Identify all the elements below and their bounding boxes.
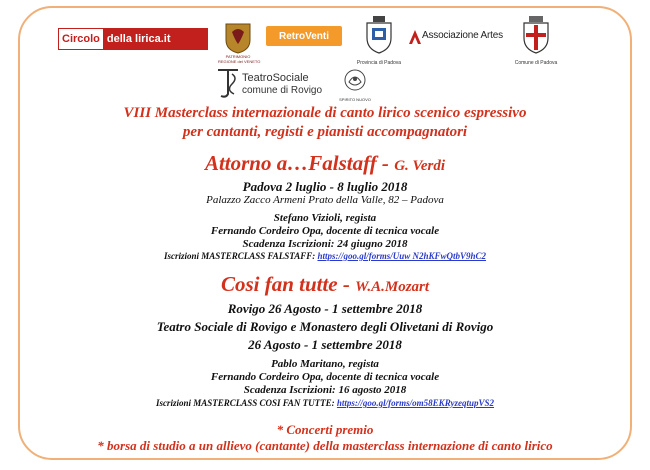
falstaff-heading: [0, 151, 650, 176]
provincia-shield-icon: [364, 16, 394, 54]
concerts-note: * Concerti premio: [276, 422, 374, 437]
falstaff-venue: Palazzo Zacco Armeni Prato della Valle, 82 – Padova: [206, 194, 444, 206]
masterclass-title-line-1: VIII Masterclass internazionale di canto lirico scenico espressivo: [123, 105, 527, 121]
cosi-registration-link[interactable]: https://goo.gl/forms/om58EKRyzeqtupVS2: [336, 398, 495, 408]
crest-caption-1: PATRIMONIO: [225, 54, 251, 59]
cosi-deadline: Scadenza Iscrizioni: 16 agosto 2018: [243, 384, 407, 396]
comune-di-padova-logo: [514, 16, 558, 68]
falstaff-registration-link[interactable]: https://goo.gl/forms/Uuw N2hKFwQtbV9hC2: [317, 251, 487, 261]
provincia-di-padova-logo: [356, 16, 402, 68]
falstaff-title: Attorno a…Falstaff -: [204, 151, 395, 175]
circolo-della-lirica-logo: [58, 28, 208, 50]
falstaff-director: Stefano Vizioli, regista: [273, 212, 377, 224]
teatro-logo-subtitle: comune di Rovigo: [242, 85, 323, 96]
lion-crest-icon: [223, 22, 253, 54]
comune-caption: Comune di Padova: [514, 60, 558, 66]
scholarship-note: * borsa di studio a un allievo (cantante) della masterclass internazione di canto lirico: [97, 438, 553, 453]
cosi-venue: Teatro Sociale di Rovigo e Monastero degli Olivetani di Rovigo: [156, 319, 494, 334]
associazione-artes-logo: [408, 26, 512, 48]
crest-caption-2: REGIONE del VENETO: [218, 59, 261, 64]
sponsor-logos: [0, 0, 650, 110]
provincia-caption: Provincia di Padova: [356, 60, 402, 66]
falstaff-dates: Padova 2 luglio - 8 luglio 2018: [242, 179, 408, 194]
retroventi-logo: RetroVenti: [266, 26, 342, 46]
cosi-title: Cosi fan tutte -: [220, 272, 356, 296]
cosi-dates: Rovigo 26 Agosto - 1 settembre 2018: [227, 301, 423, 316]
cosi-registration: [0, 398, 650, 408]
spirito-emblem-icon: [343, 68, 367, 92]
spirito-caption: SPIRITO NUOVO: [339, 97, 371, 102]
masterclass-title-line-2: per cantanti, registi e pianisti accompagnatori: [182, 124, 468, 140]
spirito-nuovo-logo: [338, 68, 372, 102]
falstaff-registration-label: Iscrizioni MASTERCLASS FALSTAFF:: [163, 251, 318, 261]
cosi-registration-label: Iscrizioni MASTERCLASS COSI FAN TUTTE:: [155, 398, 337, 408]
artes-logo-text: Associazione Artes: [422, 30, 503, 41]
circolo-logo-text-1: Circolo: [59, 29, 103, 49]
cosi-coach: Fernando Cordeiro Opa, docente di tecnica vocale: [210, 371, 440, 383]
falstaff-composer: G. Verdi: [394, 158, 446, 174]
cosi-dates-repeat: 26 Agosto - 1 settembre 2018: [248, 337, 402, 352]
patrimonio-crest-logo: [218, 22, 261, 70]
cosi-heading: [0, 272, 650, 297]
teatro-mark-icon: [216, 66, 240, 100]
falstaff-registration: [0, 251, 650, 261]
comune-shield-icon: [522, 16, 550, 54]
cosi-director: Pablo Maritano, regista: [271, 358, 379, 370]
falstaff-deadline: Scadenza Iscrizioni: 24 giugno 2018: [242, 238, 408, 250]
artes-arrow-icon: [408, 28, 422, 46]
circolo-logo-text-2: della lirica.it: [103, 29, 207, 49]
cosi-composer: W.A.Mozart: [355, 279, 430, 295]
falstaff-coach: Fernando Cordeiro Opa, docente di tecnica vocale: [210, 225, 440, 237]
teatro-logo-title: TeatroSociale: [242, 72, 309, 84]
teatro-sociale-logo: [216, 66, 323, 102]
